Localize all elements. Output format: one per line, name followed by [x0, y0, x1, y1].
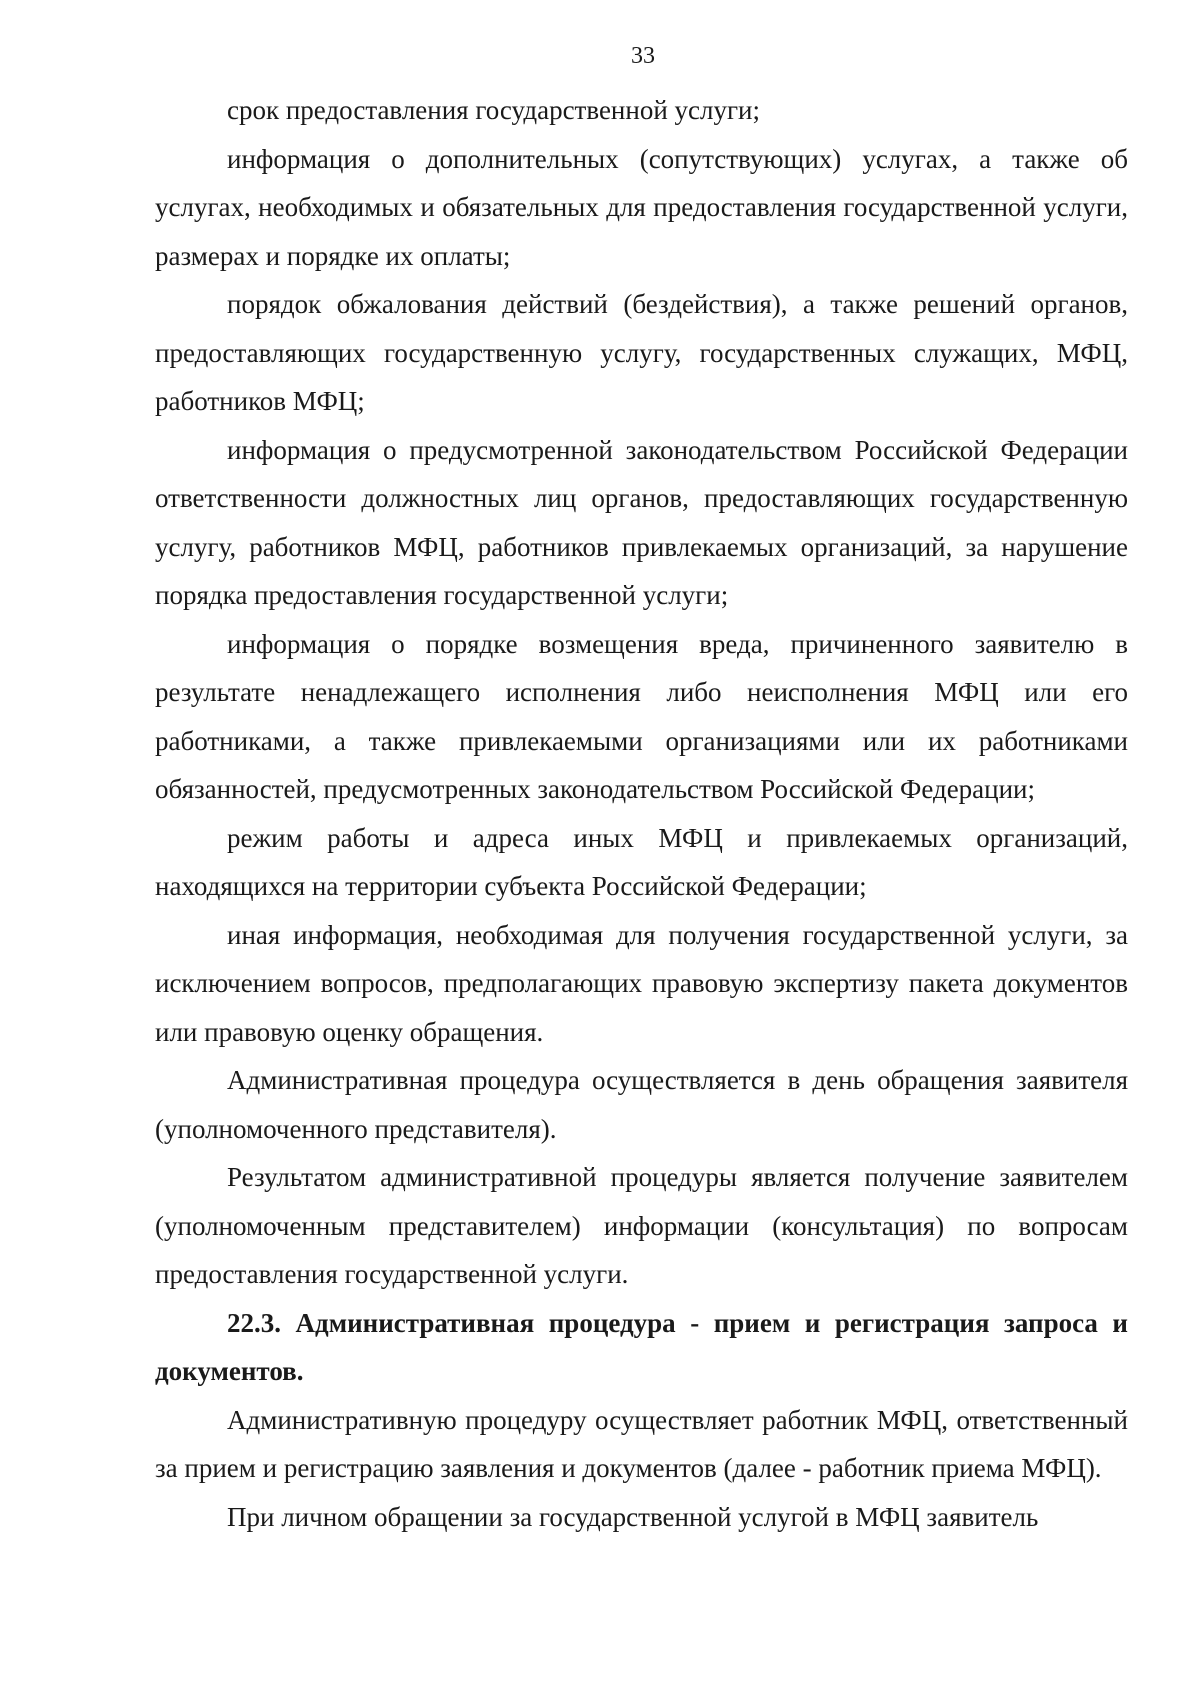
paragraph-additional-services: информация о дополнительных (сопутствующих) услугах, а также об услугах, необходимых и обязательных для предоставления государственной услуги, размерах и порядке их оплаты; — [155, 143, 1128, 271]
paragraph-procedure-timing: Административная процедура осуществляется в день обращения заявителя (уполномоченного представителя). — [155, 1065, 1128, 1144]
paragraph-personal-appeal: При личном обращении за государственной услугой в МФЦ заявитель — [227, 1501, 1039, 1532]
paragraph-working-hours: режим работы и адреса иных МФЦ и привлекаемых организаций, находящихся на территории субъекта Российской Федерации; — [155, 822, 1128, 901]
paragraph-damage-compensation: информация о порядке возмещения вреда, причиненного заявителю в результате ненадлежащего исполнения либо неисполнения МФЦ или его работниками, а также привлекаемыми организациями или их работниками обязанностей, предусмотренных законодательством Российской Федерации; — [155, 628, 1128, 804]
paragraph-responsible-worker: Административную процедуру осуществляет работник МФЦ, ответственный за прием и регистрацию заявления и документов (далее - работник приема МФЦ). — [155, 1404, 1128, 1483]
page-number: 33 — [631, 43, 655, 69]
document-body — [155, 86, 1128, 1541]
section-heading-22-3: 22.3. Административная процедура - прием и регистрация запроса и документов. — [155, 1307, 1128, 1386]
paragraph-liability-info: информация о предусмотренной законодательством Российской Федерации ответственности должностных лиц органов, предоставляющих государственную услугу, работников МФЦ, работников привлекаемых организаций, за нарушение порядка предоставления государственной услуги; — [155, 434, 1128, 610]
paragraph-procedure-result: Результатом административной процедуры является получение заявителем (уполномоченным представителем) информации (консультация) по вопросам предоставления государственной услуги. — [155, 1162, 1128, 1289]
paragraph-other-info: иная информация, необходимая для получения государственной услуги, за исключением вопросов, предполагающих правовую экспертизу пакета документов или правовую оценку обращения. — [155, 919, 1128, 1047]
paragraph-appeal-procedure: порядок обжалования действий (бездействия), а также решений органов, предоставляющих государственную услугу, государственных служащих, МФЦ, работников МФЦ; — [155, 289, 1128, 416]
paragraph-service-term: срок предоставления государственной услуги; — [227, 95, 761, 125]
